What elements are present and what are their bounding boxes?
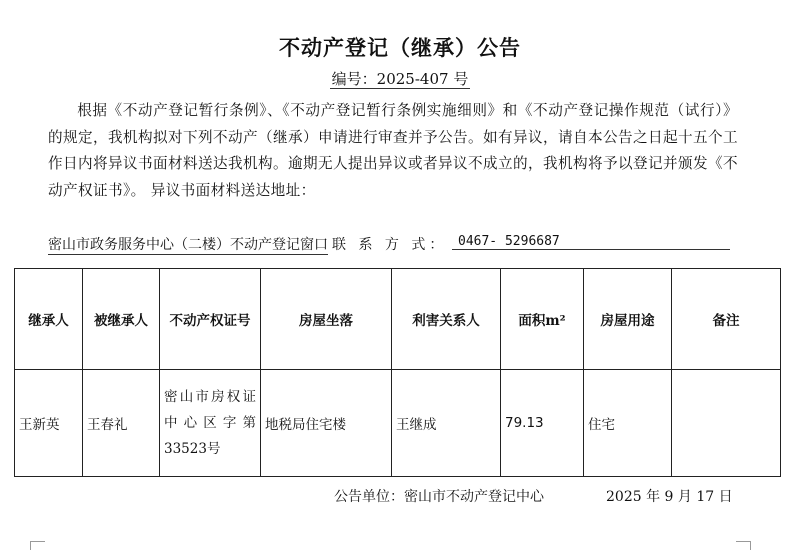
table-row — [15, 370, 781, 477]
header-deceased: 被继承人 — [83, 269, 160, 370]
registration-table — [14, 268, 781, 477]
table-header-row — [15, 269, 781, 370]
cell-remark — [672, 370, 781, 477]
cell-area: 79.13 — [501, 370, 584, 477]
cell-location: 地税局住宅楼 — [261, 370, 392, 477]
header-area: 面积m² — [501, 269, 584, 370]
cell-interested-party: 王继成 — [392, 370, 501, 477]
document-number — [0, 68, 800, 89]
header-cert-no: 不动产权证号 — [160, 269, 261, 370]
address-text: 密山市政务服务中心（二楼）不动产登记窗口 — [48, 237, 328, 253]
document-number-text: 编号：2025-407 号 — [331, 70, 469, 88]
page-title: 不动产登记（继承）公告 — [279, 35, 521, 60]
notice-paragraph: 根据《不动产登记暂行条例》、《不动产登记暂行条例实施细则》和《不动产登记操作规范（试行）》的规定，我机构拟对下列不动产（继承）申请进行审查并予公告。如有异议，请自本公告之日起十五个工作日内将异议书面材料送达我机构。逾期无人提出异议或者异议不成立的，我机构将予以登记并颁发《不动产权证书》。 异议书面材料送达地址： — [48, 102, 738, 199]
footer-date: 2025 年 9 月 17 日 — [606, 489, 733, 505]
header-remark: 备注 — [672, 269, 781, 370]
cell-deceased: 王春礼 — [83, 370, 160, 477]
address-line — [48, 234, 447, 254]
cell-heir: 王新英 — [15, 370, 83, 477]
header-heir: 继承人 — [15, 269, 83, 370]
footer-unit: 公告单位：密山市不动产登记中心 — [334, 489, 544, 505]
header-location: 房屋坐落 — [261, 269, 392, 370]
cell-usage: 住宅 — [584, 370, 672, 477]
header-usage: 房屋用途 — [584, 269, 672, 370]
phone-number: 0467- 5296687 — [452, 234, 730, 250]
contact-label: 联 系 方 式： — [332, 237, 448, 253]
cell-cert-no: 密山市房权证中心区字第33523号 — [160, 370, 261, 477]
header-interested-party: 利害关系人 — [392, 269, 501, 370]
